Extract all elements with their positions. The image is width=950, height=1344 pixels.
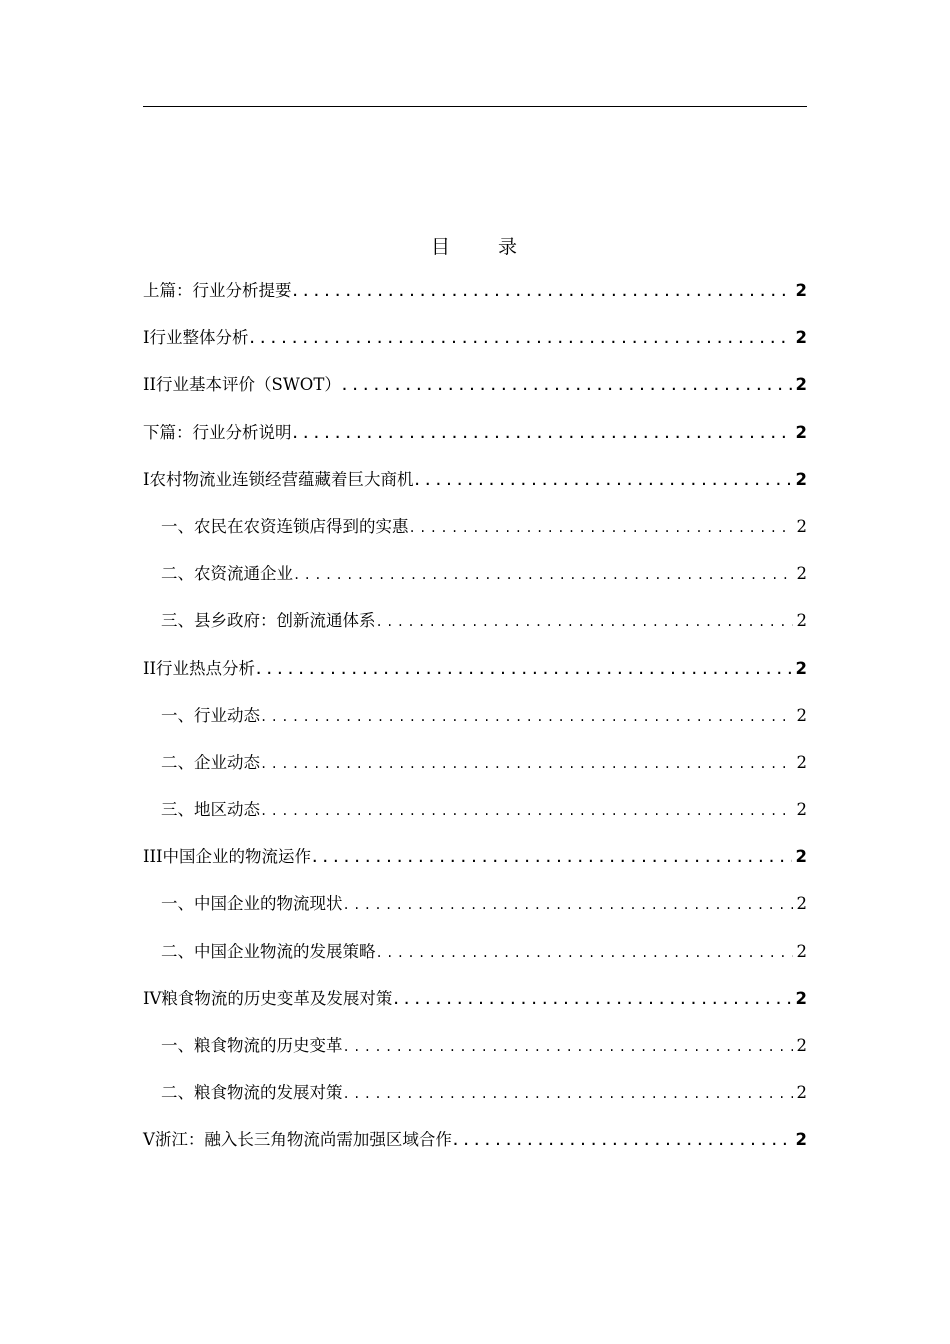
toc-entry[interactable] [143, 421, 807, 468]
toc-entry[interactable] [143, 1081, 807, 1128]
toc-entry-title: 二、农资流通企业 [161, 564, 293, 584]
toc-dot-leader [293, 562, 793, 586]
toc-dot-leader [343, 1034, 793, 1058]
toc-page-number: 2 [795, 658, 807, 678]
toc-entry-title: 一、中国企业的物流现状 [161, 894, 343, 914]
toc-dot-leader [343, 1081, 793, 1105]
toc-entry-title: 二、中国企业物流的发展策略 [161, 941, 376, 961]
toc-entry-title: 一、行业动态 [161, 705, 260, 725]
toc-dot-leader [376, 609, 793, 633]
toc-entry[interactable] [143, 704, 807, 751]
toc-page-number: 2 [796, 705, 807, 725]
toc-title [0, 232, 950, 259]
toc-entry-title: I农村物流业连锁经营蕴藏着巨大商机 [143, 469, 414, 489]
toc-page-number: 2 [796, 894, 807, 914]
toc-entry-title: 二、企业动态 [161, 752, 260, 772]
toc-dot-leader [376, 940, 793, 964]
toc-page-number: 2 [796, 516, 807, 536]
toc-page-number: 2 [795, 281, 807, 300]
toc-entry[interactable] [143, 326, 807, 373]
toc-entry[interactable] [143, 657, 807, 704]
toc-dot-leader [260, 704, 793, 728]
toc-dot-leader [409, 515, 793, 539]
toc-entry[interactable] [143, 515, 807, 562]
toc-dot-leader [452, 1128, 792, 1152]
toc-dot-leader [255, 657, 791, 681]
toc-entry[interactable] [143, 1128, 807, 1175]
toc-page-number: 2 [795, 422, 807, 442]
toc-entry[interactable] [143, 798, 807, 845]
toc-entry[interactable] [143, 562, 807, 609]
toc-entry[interactable] [143, 468, 807, 515]
toc-entry[interactable] [143, 751, 807, 798]
toc-page-number: 2 [795, 988, 807, 1008]
toc-entry-title: V浙江：融入长三角物流尚需加强区域合作 [143, 1130, 452, 1150]
toc-title-char-1: 目 [430, 236, 452, 258]
toc-entry[interactable] [143, 279, 807, 326]
toc-dot-leader [311, 845, 791, 869]
toc-entry-title: II行业热点分析 [143, 658, 256, 678]
toc-entry-title: 上篇：行业分析提要 [143, 281, 292, 300]
toc-dot-leader [249, 326, 792, 350]
toc-page-number: 2 [795, 375, 807, 395]
toc-page-number: 2 [796, 752, 807, 772]
toc-dot-leader [292, 421, 792, 445]
toc-entry-title: 三、地区动态 [161, 800, 260, 820]
toc-dot-leader [343, 892, 793, 916]
toc-entry-title: 一、农民在农资连锁店得到的实惠 [161, 516, 409, 536]
toc-entry-title: 三、县乡政府：创新流通体系 [161, 611, 376, 631]
toc-entry-title: 下篇：行业分析说明 [143, 422, 292, 442]
toc-entry[interactable] [143, 609, 807, 656]
toc-dot-leader [260, 798, 793, 822]
toc-entry-title: II行业基本评价（SWOT） [143, 375, 341, 395]
toc-page-number: 2 [796, 800, 807, 820]
toc-page-number: 2 [796, 611, 807, 631]
toc-page-number: 2 [796, 1083, 807, 1103]
toc-page-number: 2 [795, 328, 807, 348]
toc-dot-leader [260, 751, 793, 775]
toc-entry[interactable] [143, 845, 807, 892]
toc-entry[interactable] [143, 892, 807, 939]
toc-entry[interactable] [143, 373, 807, 420]
toc-page-number: 2 [796, 1036, 807, 1055]
toc-entry-title: I行业整体分析 [143, 328, 249, 348]
toc-entry-title: 二、粮食物流的发展对策 [161, 1083, 343, 1103]
toc-dot-leader [292, 279, 792, 303]
toc-page-number: 2 [795, 469, 807, 489]
toc-dot-leader [341, 373, 792, 397]
toc-entry[interactable] [143, 987, 807, 1034]
toc-dot-leader [392, 987, 791, 1011]
toc-entry-title: 一、粮食物流的历史变革 [161, 1036, 343, 1055]
toc-page-number: 2 [796, 564, 807, 584]
toc-page-number: 2 [795, 1130, 807, 1150]
toc-page-number: 2 [795, 847, 807, 867]
toc-page-number: 2 [796, 941, 807, 961]
toc-entry-title: III中国企业的物流运作 [143, 847, 312, 867]
toc-entry[interactable] [143, 940, 807, 987]
toc-dot-leader [414, 468, 792, 492]
table-of-contents [143, 279, 807, 1176]
header-rule [143, 106, 807, 107]
toc-title-char-2: 录 [498, 236, 520, 258]
toc-entry[interactable] [143, 1034, 807, 1081]
toc-entry-title: IV粮食物流的历史变革及发展对策 [143, 988, 393, 1008]
